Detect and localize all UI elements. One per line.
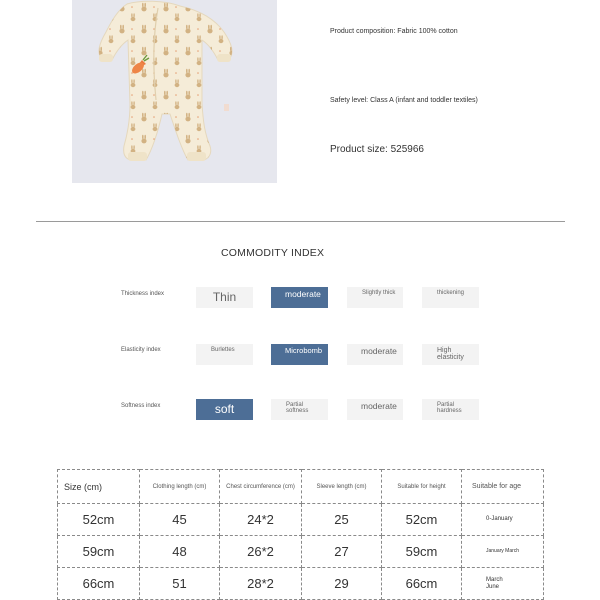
age-cell: March June <box>462 568 544 600</box>
table-row <box>58 536 544 568</box>
elasticity-option-high-elasticity: High elasticity <box>422 344 479 365</box>
softness-option-partial-hardness: Partial hardness <box>422 399 479 420</box>
header-clothing-length: Clothing length (cm) <box>140 470 220 504</box>
sleeve-cell: 27 <box>302 536 382 568</box>
header-suitable-height: Suitable for height <box>382 470 462 504</box>
clothing-length-cell: 48 <box>140 536 220 568</box>
size-cell: 52cm <box>58 504 140 536</box>
size-table-header <box>58 470 544 504</box>
sleeve-cell: 29 <box>302 568 382 600</box>
product-composition: Product composition: Fabric 100% cotton <box>330 28 458 35</box>
elasticity-option-moderate: moderate <box>347 344 403 365</box>
thickness-option-moderate: moderate <box>271 287 328 308</box>
sleeve-cell: 25 <box>302 504 382 536</box>
softness-option-partial-softness: Partial softness <box>271 399 328 420</box>
safety-level: Safety level: Class A (infant and toddler textiles) <box>330 97 478 104</box>
softness-option-moderate: moderate <box>347 399 403 420</box>
age-cell: 0-January <box>462 504 544 536</box>
age-cell: January March <box>462 536 544 568</box>
section-divider <box>36 221 565 222</box>
product-photo <box>72 0 277 183</box>
height-cell: 59cm <box>382 536 462 568</box>
softness-index-label: Softness index <box>121 403 161 409</box>
table-row <box>58 568 544 600</box>
thickness-option-slightly-thick: Slightly thick <box>347 287 403 308</box>
romper-illustration <box>72 0 277 183</box>
chest-cell: 24*2 <box>220 504 302 536</box>
size-table <box>57 469 544 600</box>
commodity-index-title: COMMODITY INDEX <box>221 247 325 259</box>
elasticity-option-microbomb: Microbomb <box>271 344 328 365</box>
size-cell: 59cm <box>58 536 140 568</box>
size-cell: 66cm <box>58 568 140 600</box>
elasticity-index-label: Elasticity index <box>121 347 161 353</box>
chest-cell: 26*2 <box>220 536 302 568</box>
clothing-length-cell: 45 <box>140 504 220 536</box>
height-cell: 52cm <box>382 504 462 536</box>
height-cell: 66cm <box>382 568 462 600</box>
softness-option-soft: soft <box>196 399 253 420</box>
header-suitable-age: Suitable for age <box>462 470 544 504</box>
header-size: Size (cm) <box>58 470 140 504</box>
thickness-option-thickening: thickening <box>422 287 479 308</box>
chest-cell: 28*2 <box>220 568 302 600</box>
product-size: Product size: 525966 <box>330 144 424 155</box>
header-chest-circumference: Chest circumference (cm) <box>220 470 302 504</box>
header-sleeve-length: Sleeve length (cm) <box>302 470 382 504</box>
clothing-length-cell: 51 <box>140 568 220 600</box>
elasticity-option-burlettes: Burlettes <box>196 344 253 365</box>
table-row <box>58 504 544 536</box>
thickness-index-label: Thickness index <box>121 291 165 297</box>
thickness-option-thin: Thin <box>196 287 253 308</box>
